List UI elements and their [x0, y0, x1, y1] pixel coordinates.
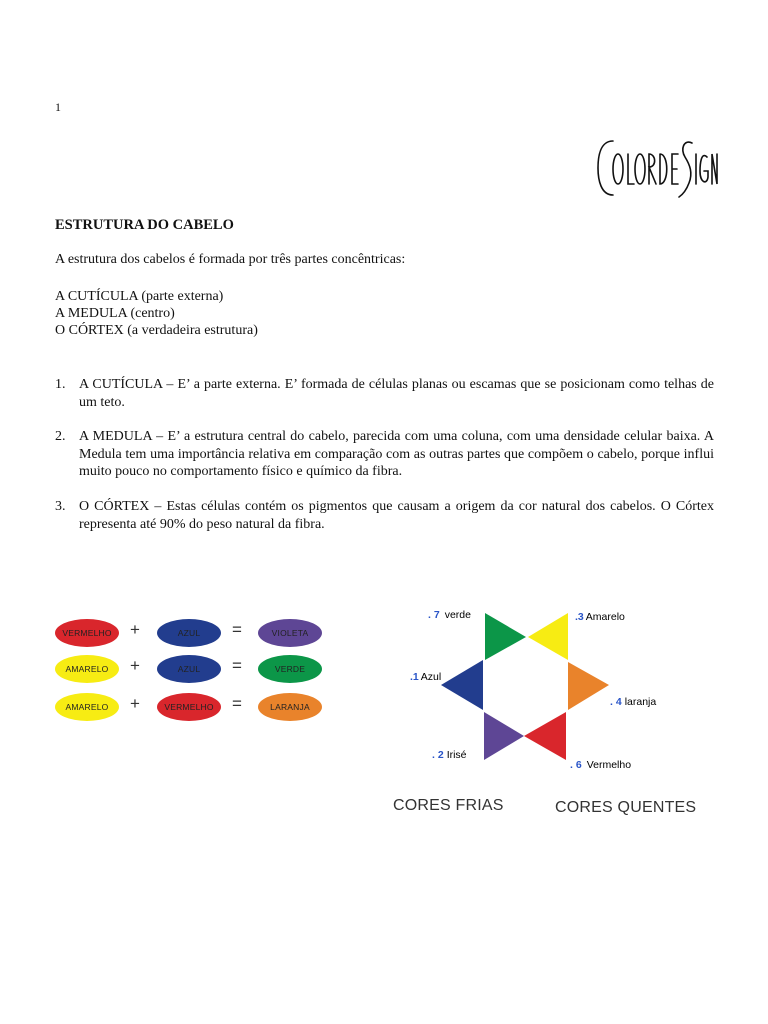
warm-colors-label: CORES QUENTES [555, 799, 697, 816]
page-number: 1 [55, 100, 61, 114]
numbered-list [55, 376, 714, 550]
color-star-diagram [400, 600, 680, 790]
star-label-number: .3 [575, 611, 584, 623]
star-label-name: verde [444, 609, 471, 621]
star-label-number: .1 [410, 671, 419, 683]
star-label [410, 671, 441, 683]
list-item [55, 376, 714, 411]
star-label-name: Azul [420, 671, 442, 683]
star-label [432, 749, 467, 761]
colordesign-logo [596, 135, 718, 200]
triangle-yellow [528, 613, 568, 660]
part-item: A CUTÍCULA (parte externa) [55, 289, 224, 304]
triangle-blue [441, 660, 483, 710]
star-label [570, 759, 631, 771]
color-oval-green: VERDE [258, 655, 322, 683]
list-text: A CUTÍCULA – E’ a parte externa. E’ formada de células planas ou escamas que se posicionam como telhas de um teto. [79, 377, 714, 410]
triangle-green [485, 613, 526, 660]
equals-sign: = [232, 656, 242, 675]
list-text: A MEDULA – E’ a estrutura central do cabelo, parecida com uma coluna, com uma densidade celular baixa. A Medula tem uma importância relativa em comparação com as outras partes que compõem o cabelo, porque influi muito pouco no comportamento físico e químico da fibra. [79, 429, 714, 480]
section-heading: ESTRUTURA DO CABELO [55, 217, 234, 233]
list-text: O CÓRTEX – Estas células contém os pigmentos que causam a origem da cor natural dos cabelos. O Córtex representa até 90% do peso natural da fibra. [79, 498, 714, 532]
list-item [55, 498, 714, 533]
plus-sign: + [130, 694, 140, 713]
plus-sign: + [130, 656, 140, 675]
part-item: O CÓRTEX (a verdadeira estrutura) [55, 323, 258, 338]
color-oval-red: VERMELHO [55, 619, 119, 647]
color-oval-red: VERMELHO [157, 693, 221, 721]
triangle-violet [484, 712, 524, 760]
list-item [55, 428, 714, 481]
star-label-number: . 6 [570, 759, 582, 771]
color-oval-blue: AZUL [157, 619, 221, 647]
star-label-name: Vermelho [586, 759, 632, 771]
color-oval-blue: AZUL [157, 655, 221, 683]
equals-sign: = [232, 694, 242, 713]
star-label-name: Amarelo [585, 611, 625, 623]
list-number: 2. [55, 429, 66, 445]
color-oval-violet: VIOLETA [258, 619, 322, 647]
color-oval-yellow: AMARELO [55, 693, 119, 721]
list-number: 3. [55, 498, 66, 514]
triangle-red [524, 712, 566, 760]
triangle-orange [568, 662, 609, 710]
cold-colors-label: CORES FRIAS [393, 797, 504, 814]
intro-text: A estrutura dos cabelos é formada por três partes concêntricas: [55, 252, 406, 267]
color-oval-orange: LARANJA [258, 693, 322, 721]
star-label-name: Irisé [446, 749, 467, 761]
color-oval-yellow: AMARELO [55, 655, 119, 683]
star-label-number: . 7 [428, 609, 440, 621]
equals-sign: = [232, 620, 242, 639]
parts-list [55, 288, 258, 339]
star-label [610, 696, 656, 708]
part-item: A MEDULA (centro) [55, 306, 175, 321]
plus-sign: + [130, 620, 140, 639]
list-number: 1. [55, 377, 66, 392]
star-label-name: laranja [624, 696, 657, 708]
star-label [575, 611, 625, 623]
star-label-number: . 4 [610, 696, 622, 708]
star-label [428, 609, 471, 621]
star-label-number: . 2 [432, 749, 444, 761]
